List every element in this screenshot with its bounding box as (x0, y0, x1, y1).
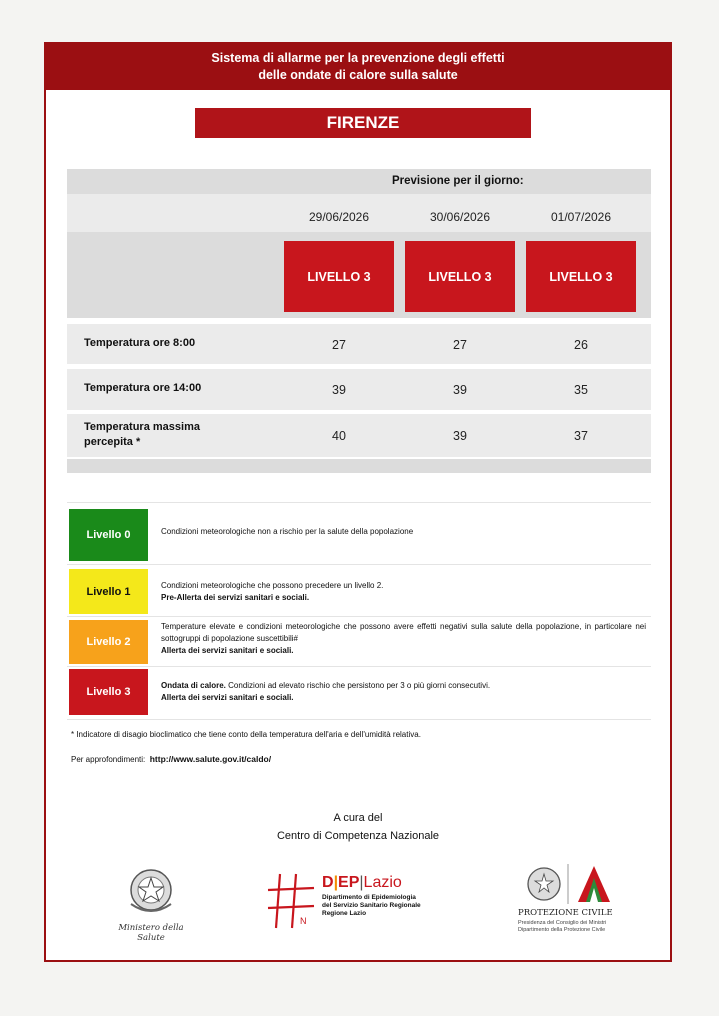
temp-14-day2: 39 (453, 383, 467, 397)
legend-badge-2: Livello 2 (69, 620, 148, 664)
pc-title: PROTEZIONE CIVILE (518, 908, 613, 918)
legend-badge-3: Livello 3 (69, 669, 148, 715)
level-badge-2: LIVELLO 3 (405, 241, 515, 312)
dep-grid-icon (266, 872, 318, 930)
dep-letter-d: D (322, 874, 334, 891)
dep-wordmark: D|EP|Lazio (322, 874, 402, 891)
ministero-salute-logo (106, 866, 196, 943)
forecast-title: Previsione per il giorno: (392, 175, 524, 187)
protezione-civile-logo (518, 862, 648, 942)
legend-bold-2: Allerta dei servizi sanitari e sociali. (161, 646, 294, 655)
credits-line-2: Centro di Competenza Nazionale (276, 830, 440, 842)
city-title: FIRENZE (195, 108, 531, 138)
legend-text-2: Temperature elevate e condizioni meteorologiche che possono avere effetti negativi sulla salute della popolazione, in particolare nei sottogruppi di popolazione suscettibili# (161, 622, 646, 643)
legend-badge-0: Livello 0 (69, 509, 148, 561)
temp-8-day2: 27 (453, 338, 467, 352)
dep-caption (322, 894, 421, 918)
bulletin-page (44, 42, 672, 962)
forecast-dates-row (67, 194, 651, 232)
temperature-row-max (67, 414, 651, 457)
level-badge-1: LIVELLO 3 (284, 241, 394, 312)
legend-item-0 (67, 502, 651, 565)
emblem-icon (106, 866, 196, 918)
temperature-row-14 (67, 369, 651, 410)
legend-desc-3 (161, 680, 646, 704)
row-label-8: Temperatura ore 8:00 (84, 337, 196, 349)
dep-caption-2: del Servizio Sanitario Regionale (322, 902, 421, 909)
legend-desc-0: Condizioni meteorologiche non a rischio per la salute della popolazione (161, 527, 414, 536)
forecast-footer-bar (67, 459, 651, 473)
dep-letter-i: | (333, 874, 339, 891)
temp-max-day1: 40 (332, 429, 346, 443)
temp-14-day3: 35 (574, 383, 588, 397)
row-label-max (84, 420, 200, 450)
header-line-1: Sistema di allarme per la prevenzione degli effetti (211, 51, 505, 65)
temp-8-day1: 27 (332, 338, 346, 352)
pc-caption-1: Presidenza del Consiglio dei Ministri (518, 920, 607, 926)
row-label-max-line2: percepita * (84, 436, 141, 448)
legend-bold-3: Allerta dei servizi sanitari e sociali. (161, 693, 294, 702)
more-info-label: Per approfondimenti: (71, 755, 146, 764)
row-label-max-line1: Temperatura massima (84, 421, 200, 433)
more-info-link[interactable]: http://www.salute.gov.it/caldo/ (149, 754, 272, 764)
header-line-2: delle ondate di calore sulla salute (258, 68, 458, 82)
legend-desc-2 (161, 621, 646, 657)
forecast-date-2: 30/06/2026 (429, 210, 491, 224)
legend-item-1 (67, 564, 651, 617)
temp-max-day2: 39 (453, 429, 467, 443)
row-label-14: Temperatura ore 14:00 (84, 382, 202, 394)
dep-caption-3: Regione Lazio (322, 910, 367, 917)
legend-item-2 (67, 616, 651, 667)
legend-bold-1: Pre-Allerta dei servizi sanitari e sociali. (161, 593, 310, 602)
dep-letters-ep: EP (338, 874, 360, 891)
pc-caption (518, 920, 606, 934)
legend-badge-1: Livello 1 (69, 569, 148, 614)
protezione-civile-icon (524, 862, 634, 906)
legend-text-1: Condizioni meteorologiche che possono precedere un livello 2. (161, 581, 384, 590)
forecast-date-1: 29/06/2026 (308, 210, 370, 224)
legend-item-3 (67, 666, 651, 720)
more-info (71, 754, 271, 764)
level-badge-3: LIVELLO 3 (526, 241, 636, 312)
dep-lazio-logo (266, 872, 466, 932)
forecast-header (67, 169, 651, 194)
pc-caption-2: Dipartimento della Protezione Civile (518, 927, 606, 933)
credits-line-1: A cura del (333, 812, 383, 824)
legend-desc-1 (161, 580, 646, 604)
footnote: * Indicatore di disagio bioclimatico che tiene conto della temperatura dell'aria e dell'umidità relativa. (71, 730, 421, 739)
legend-text-3: Condizioni ad elevato rischio che persistono per 3 o più giorni consecutivi. (228, 681, 491, 690)
temperature-row-8 (67, 324, 651, 364)
temp-max-day3: 37 (574, 429, 588, 443)
dep-caption-1: Dipartimento di Epidemiologia (322, 894, 416, 901)
forecast-levels-row (67, 232, 651, 318)
temp-14-day1: 39 (332, 383, 346, 397)
legend-bold-prefix-3: Ondata di calore. (161, 681, 226, 690)
temp-8-day3: 26 (574, 338, 588, 352)
bulletin-header (46, 44, 670, 90)
svg-text:N: N (300, 916, 307, 926)
ministero-caption: Ministero della Salute (118, 923, 184, 943)
forecast-date-3: 01/07/2026 (550, 210, 612, 224)
dep-lazio: Lazio (363, 874, 402, 891)
